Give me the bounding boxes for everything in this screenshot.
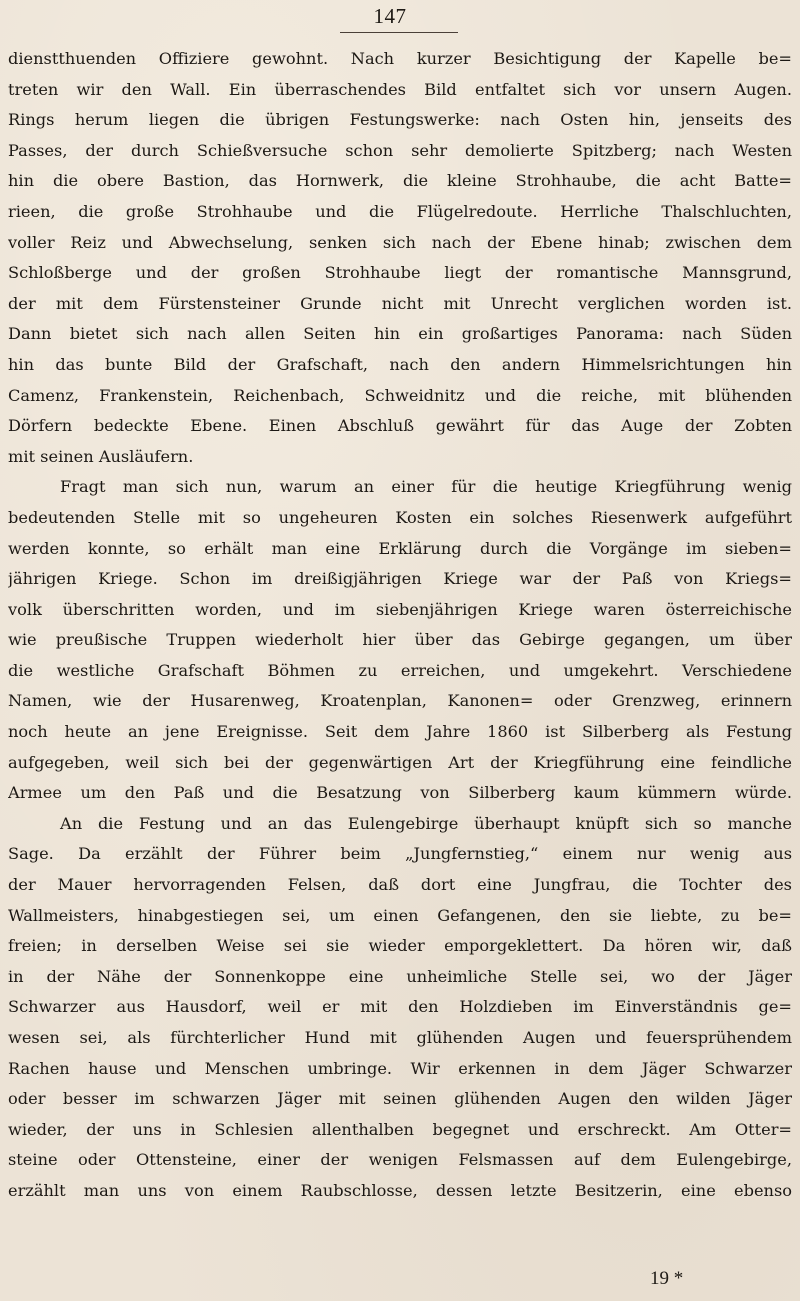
page-number: 147: [373, 4, 407, 28]
text-line: Schwarzer aus Hausdorf, weil er mit den Holzdieben im Einverständnis ge=: [8, 997, 792, 1017]
text-line: Camenz, Frankenstein, Reichenbach, Schweidnitz und die reiche, mit blühenden: [8, 385, 792, 405]
text-line: rieen, die große Strohhaube und die Flügelredoute. Herrliche Thalschluchten,: [8, 201, 792, 221]
text-line: Passes, der durch Schießversuche schon sehr demolierte Spitzberg; nach Westen: [8, 140, 792, 160]
paragraph-3: [8, 809, 792, 1207]
text-line: wieder, der uns in Schlesien allenthalben begegnet und erschreckt. Am Otter=: [8, 1119, 792, 1139]
text-line: dienstthuenden Offiziere gewohnt. Nach kurzer Besichtigung der Kapelle be=: [8, 49, 792, 68]
body-text: [8, 44, 792, 1207]
text-line: werden konnte, so erhält man eine Erklärung durch die Vorgänge im sieben=: [8, 538, 792, 558]
text-line: der Mauer hervorragenden Felsen, daß dort eine Jungfrau, die Tochter des: [8, 875, 792, 895]
text-line: Rachen hause und Menschen umbringe. Wir erkennen in dem Jäger Schwarzer: [8, 1058, 792, 1078]
text-line: Dörfern bedeckte Ebene. Einen Abschluß gewährt für das Auge der Zobten: [8, 416, 792, 436]
text-line: An die Festung und an das Eulengebirge überhaupt knüpft sich so manche: [60, 813, 792, 833]
text-line: bedeutenden Stelle mit so ungeheuren Kosten ein solches Riesenwerk aufgeführt: [8, 507, 792, 527]
text-line: Armee um den Paß und die Besatzung von Silberberg kaum kümmern würde.: [8, 783, 792, 803]
header-rule: [340, 32, 458, 33]
text-line: Namen, wie der Husarenweg, Kroatenplan, Kanonen= oder Grenzweg, erinnern: [8, 691, 792, 711]
text-line: Dann bietet sich nach allen Seiten hin ein großartiges Panorama: nach Süden: [8, 324, 792, 344]
text-line: mit seinen Ausläufern.: [8, 446, 194, 466]
text-line: aufgegeben, weil sich bei der gegenwärtigen Art der Kriegführung eine feindliche: [8, 752, 792, 772]
text-line: noch heute an jene Ereignisse. Seit dem Jahre 1860 ist Silberberg als Festung: [8, 722, 792, 742]
text-line: der mit dem Fürstensteiner Grunde nicht mit Unrecht verglichen worden ist.: [8, 293, 792, 313]
text-line: Wallmeisters, hinabgestiegen sei, um einen Gefangenen, den sie liebte, zu be=: [8, 905, 792, 925]
text-line: jährigen Kriege. Schon im dreißigjährigen Kriege war der Paß von Kriegs=: [8, 569, 792, 589]
text-line: voller Reiz und Abwechselung, senken sich nach der Ebene hinab; zwischen dem: [8, 232, 792, 252]
text-line: Fragt man sich nun, warum an einer für die heutige Kriegführung wenig: [60, 477, 792, 497]
text-line: treten wir den Wall. Ein überraschendes Bild entfaltet sich vor unsern Augen.: [8, 79, 792, 99]
text-line: wie preußische Truppen wiederholt hier über das Gebirge gegangen, um über: [8, 630, 792, 650]
text-line: steine oder Ottensteine, einer der wenigen Felsmassen auf dem Eulengebirge,: [8, 1150, 792, 1170]
text-line: oder besser im schwarzen Jäger mit seinen glühenden Augen den wilden Jäger: [8, 1089, 792, 1109]
text-line: wesen sei, als fürchterlicher Hund mit glühenden Augen und feuersprühendem: [8, 1028, 792, 1047]
text-line: die westliche Grafschaft Böhmen zu erreichen, und umgekehrt. Verschiedene: [8, 660, 792, 680]
text-line: Rings herum liegen die übrigen Festungswerke: nach Osten hin, jenseits des: [8, 110, 792, 130]
text-line: Sage. Da erzählt der Führer beim „Jungfernstieg,“ einem nur wenig aus: [8, 844, 792, 864]
text-line: in der Nähe der Sonnenkoppe eine unheimliche Stelle sei, wo der Jäger: [8, 966, 792, 986]
text-line: volk überschritten worden, und im siebenjährigen Kriege waren österreichische: [8, 599, 792, 619]
text-line: Schloßberge und der großen Strohhaube liegt der romantische Mannsgrund,: [8, 263, 792, 283]
text-line: freien; in derselben Weise sei sie wieder emporgeklettert. Da hören wir, daß: [8, 936, 792, 956]
signature-mark: 19 *: [650, 1268, 684, 1289]
text-line: hin die obere Bastion, das Hornwerk, die kleine Strohhaube, die acht Batte=: [8, 171, 792, 191]
paragraph-1: [8, 44, 792, 472]
paragraph-2: [8, 472, 792, 809]
text-line: erzählt man uns von einem Raubschlosse, dessen letzte Besitzerin, eine ebenso: [8, 1180, 792, 1200]
text-line: hin das bunte Bild der Grafschaft, nach den andern Himmelsrichtungen hin: [8, 354, 792, 374]
